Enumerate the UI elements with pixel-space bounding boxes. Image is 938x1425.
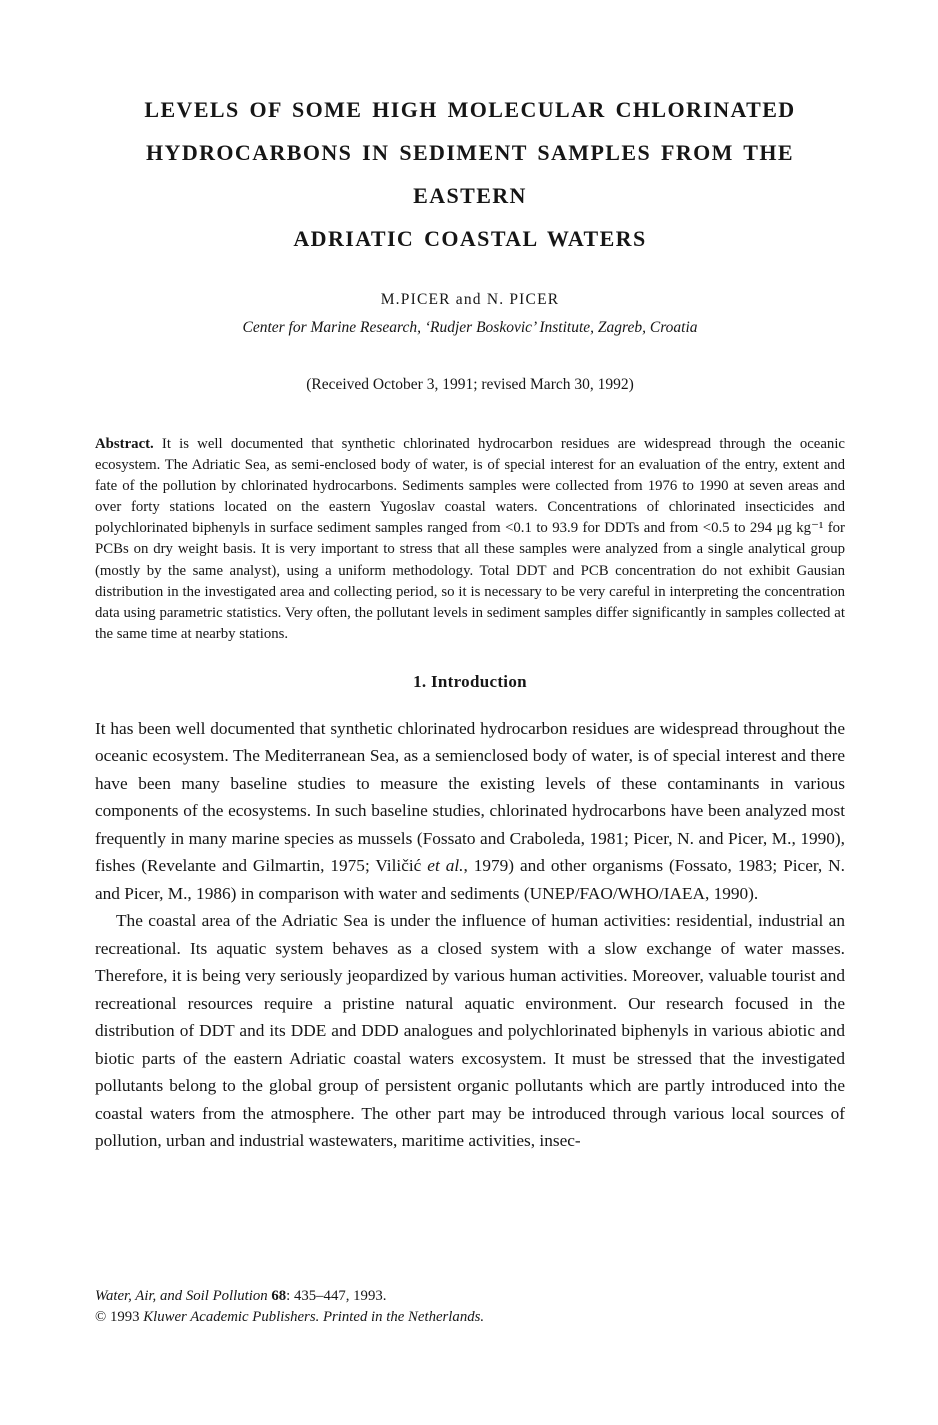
abstract-paragraph: Abstract. It is well documented that synthetic chlorinated hydrocarbon residues are widespread through the oceanic ecosystem. The Adriatic Sea, as semi-enclosed body of water, is of special interest for an evaluation of the entry, extent and fate of the pollution by chlorinated hydrocarbons. Sediments samples were collected from 1976 to 1990 at seven areas and over forty stations located on the eastern Yugoslav coastal waters. Concentrations of chlorinated insecticides and polychlorinated biphenyls in surface sediment samples ranged from <0.1 to 93.9 for DDTs and from <0.5 to 294 μg kg⁻¹ for PCBs on dry weight basis. It is very important to stress that all these samples were analyzed from a single analytical group (mostly by the same analyst), using a uniform methodology. Total DDT and PCB concentration do not exhibit Gausian distribution in the investigated area and collecting period, so it is necessary to be very careful in interpreting the concentration data using parametric statistics. Very often, the pollutant levels in sediment samples differ significantly in samples collected at the same time at nearby stations.	[95, 436, 845, 642]
received-note: (Received October 3, 1991; revised March 30, 1992)	[306, 376, 634, 393]
intro-paragraph-1: It has been well documented that synthetic chlorinated hydrocarbon residues are widespread throughout the oceanic ecosystem. The Mediterranean Sea, as a semienclosed body of water, is of special interest and there have been many baseline studies to measure the existing levels of these contaminants in various components of the ecosystems. In such baseline studies, chlorinated hydrocarbons have been analyzed most frequently in many marine species as mussels (Fossato and Craboleda, 1981; Picer, N. and Picer, M., 1990), fishes (Revelante and Gilmartin, 1975; Viličić et al., 1979) and other organisms (Fossato, 1983; Picer, N. and Picer, M., 1986) in comparison with water and sediments (UNEP/FAO/WHO/IAEA, 1990).	[95, 718, 845, 903]
intro-paragraph-2: The coastal area of the Adriatic Sea is under the influence of human activities: residential, industrial an recreational. Its aquatic system behaves as a closed system with a slow exchange of water masses. Therefore, it is being very seriously jeopardized by various human activities. Moreover, valuable tourist and recreational resources require a pristine natural aquatic environment. Our research focused in the distribution of DDT and its DDE and DDD analogues and polychlorinated biphenyls in various abiotic and biotic parts of the eastern Adriatic coastal waters excosystem. It must be stressed that the investigated pollutants belong to the global group of persistent organic pollutants which are partly introduced into the coastal waters from the atmosphere. The other part may be introduced through various local sources of pollution, urban and industrial wastewaters, maritime activities, insec-	[95, 911, 845, 1151]
paper-title-line-1: LEVELS OF SOME HIGH MOLECULAR CHLORINATED	[144, 97, 796, 122]
paper-title	[95, 88, 845, 260]
journal-footer	[95, 1286, 845, 1328]
copyright-line: © 1993 Kluwer Academic Publishers. Printed in the Netherlands.	[95, 1309, 485, 1325]
journal-citation: Water, Air, and Soil Pollution 68: 435–447, 1993.	[95, 1288, 387, 1304]
paper-title-line-2: HYDROCARBONS IN SEDIMENT SAMPLES FROM THE EASTERN	[146, 140, 794, 208]
paper-title-line-3: ADRIATIC COASTAL WATERS	[293, 226, 647, 251]
affiliation-line: Center for Marine Research, ‘Rudjer Boskovic’ Institute, Zagreb, Croatia	[242, 319, 698, 336]
section-heading-introduction: 1. Introduction	[413, 671, 527, 691]
authors-line: M.PICER and N. PICER	[380, 291, 560, 308]
